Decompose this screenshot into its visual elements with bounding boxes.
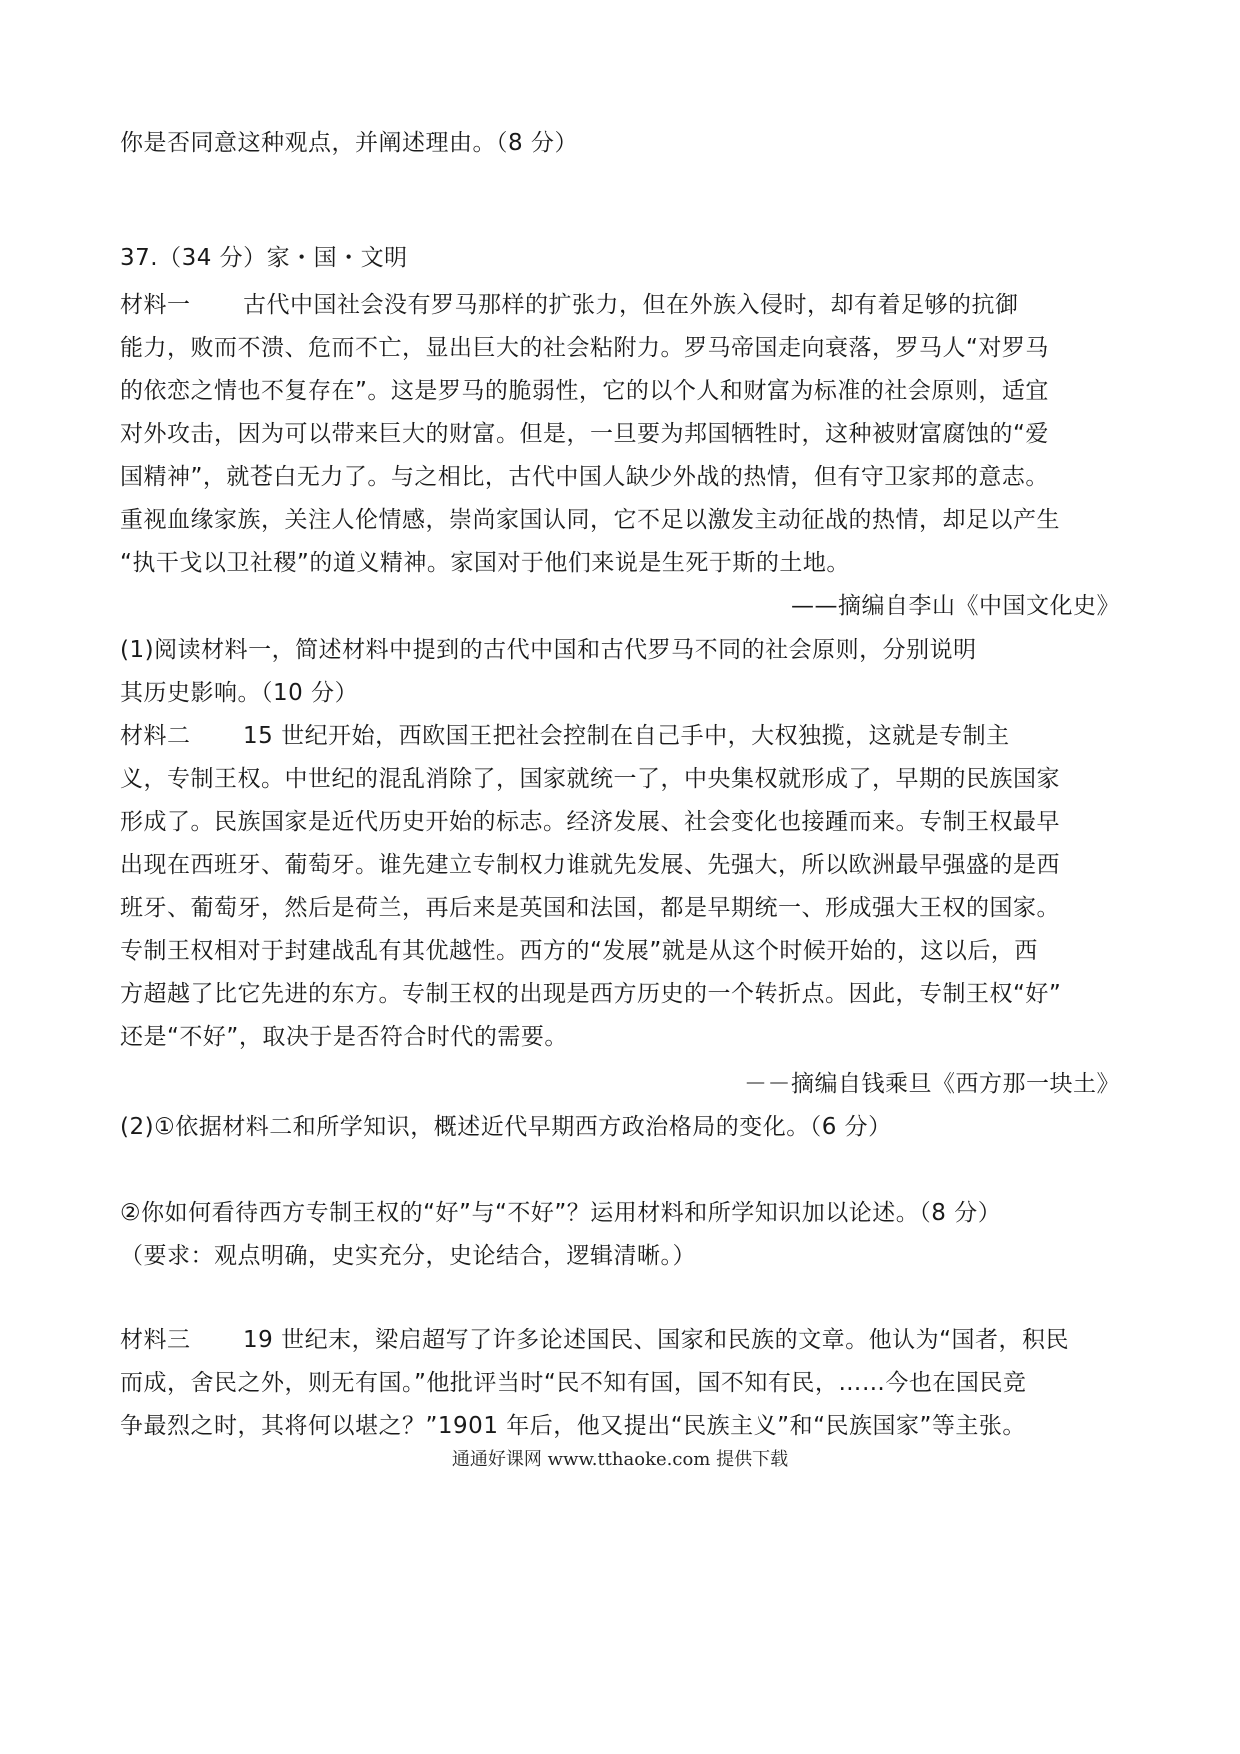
intro-line: 你是否同意这种观点，并阐述理由。（8 分）	[120, 130, 578, 156]
question-2-requirements: （要求：观点明确，史实充分，史论结合，逻辑清晰。）	[120, 1243, 696, 1269]
material-2-text: 15 世纪开始，西欧国王把社会控制在自己手中，大权独揽，这就是专制主	[243, 723, 1010, 749]
question-2-part-2: ②你如何看待西方专制王权的“好”与“不好”？运用材料和所学知识加以论述。（8 分）	[120, 1200, 1002, 1226]
material-2-line-2: 义，专制王权。中世纪的混乱消除了，国家就统一了，中央集权就形成了，早期的民族国家	[120, 766, 1060, 792]
material-3-line-3: 争最烈之时，其将何以堪之？”1901 年后，他又提出“民族主义”和“民族国家”等主张。	[120, 1413, 1026, 1439]
material-1-line-6: 重视血缘家族，关注人伦情感，崇尚家国认同，它不足以激发主动征战的热情，却足以产生	[120, 507, 1060, 533]
material-2-line-1	[120, 721, 1010, 751]
material-2-line-7: 方超越了比它先进的东方。专制王权的出现是西方历史的一个转折点。因此，专制王权“好”	[120, 981, 1062, 1007]
material-1-line-2: 能力，败而不溃、危而不亡，显出巨大的社会粘附力。罗马帝国走向衰落，罗马人“对罗马	[120, 335, 1049, 361]
material-2-line-8: 还是“不好”，取决于是否符合时代的需要。	[120, 1024, 568, 1050]
material-1-label: 材料一	[120, 292, 191, 318]
material-2-source: －－摘编自钱乘旦《西方那一块土》	[744, 1071, 1120, 1097]
question-2-part-1: (2)①依据材料二和所学知识，概述近代早期西方政治格局的变化。（6 分）	[120, 1114, 892, 1140]
material-1-text: 古代中国社会没有罗马那样的扩张力，但在外族入侵时，却有着足够的抗御	[243, 292, 1019, 318]
material-3-line-2: 而成，舍民之外，则无有国。”他批评当时“民不知有国，国不知有民，……今也在国民竞	[120, 1370, 1027, 1396]
material-2-line-5: 班牙、葡萄牙，然后是荷兰，再后来是英国和法国，都是早期统一、形成强大王权的国家。	[120, 895, 1060, 921]
material-2-line-3: 形成了。民族国家是近代历史开始的标志。经济发展、社会变化也接踵而来。专制王权最早	[120, 809, 1060, 835]
material-1-line-7: “执干戈以卫社稷”的道义精神。家国对于他们来说是生死于斯的土地。	[120, 550, 850, 576]
material-1-source: ——摘编自李山《中国文化史》	[791, 593, 1120, 619]
material-1-line-5: 国精神”，就苍白无力了。与之相比，古代中国人缺少外战的热情，但有守卫家邦的意志。	[120, 464, 1049, 490]
material-1-line-4: 对外攻击，因为可以带来巨大的财富。但是，一旦要为邦国牺牲时，这种被财富腐蚀的“爱	[120, 421, 1049, 447]
material-3-text: 19 世纪末，梁启超写了许多论述国民、国家和民族的文章。他认为“国者，积民	[243, 1327, 1069, 1353]
material-2-line-4: 出现在西班牙、葡萄牙。谁先建立专制权力谁就先发展、先强大，所以欧洲最早强盛的是西	[120, 852, 1060, 878]
question-37-title: 37.（34 分）家・国・文明	[120, 245, 408, 271]
material-1-line-1	[120, 290, 1019, 320]
question-1-line-1: (1)阅读材料一，简述材料中提到的古代中国和古代罗马不同的社会原则，分别说明	[120, 637, 977, 663]
footer-watermark: 通通好课网 www.tthaoke.com 提供下载	[451, 1449, 789, 1470]
material-3-label: 材料三	[120, 1327, 191, 1353]
material-1-line-3: 的依恋之情也不复存在”。这是罗马的脆弱性，它的以个人和财富为标准的社会原则，适宜	[120, 378, 1049, 404]
material-2-line-6: 专制王权相对于封建战乱有其优越性。西方的“发展”就是从这个时候开始的，这以后，西	[120, 938, 1038, 964]
material-3-line-1	[120, 1325, 1069, 1355]
material-2-label: 材料二	[120, 723, 191, 749]
question-1-line-2: 其历史影响。（10 分）	[120, 680, 359, 706]
